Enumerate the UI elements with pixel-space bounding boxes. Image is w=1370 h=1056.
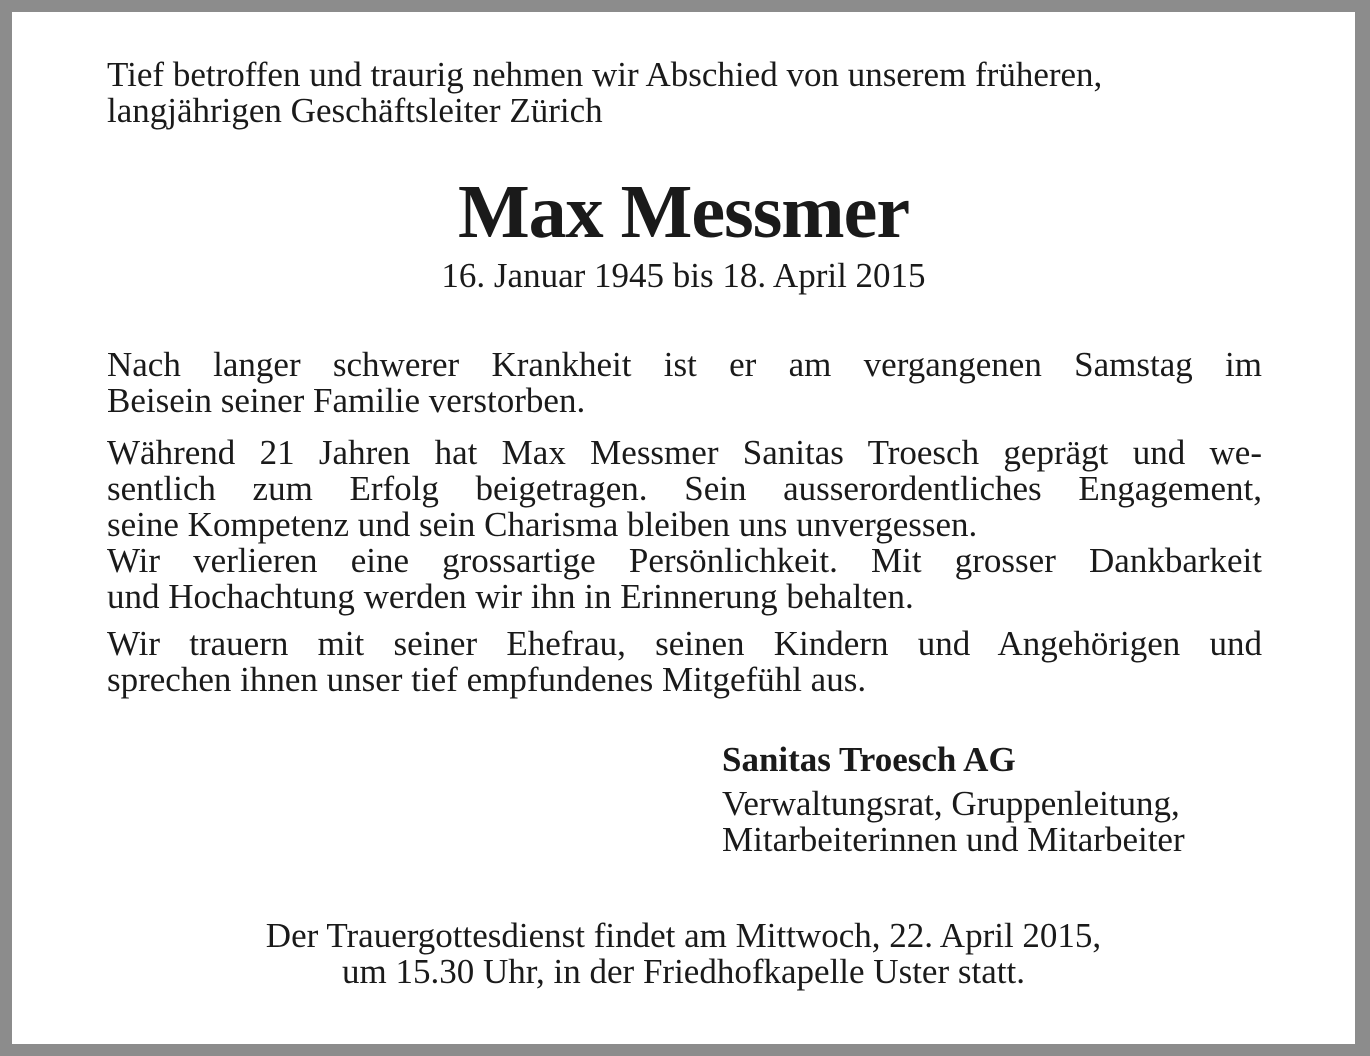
life-dates: 16. Januar 1945 bis 18. April 2015 (441, 256, 926, 295)
signers (722, 786, 1185, 858)
funeral-service-info (12, 918, 1355, 990)
paragraph-line: sentlich zum Erfolg beigetragen. Sein ausserordentliches Engagement, (107, 469, 1262, 508)
signers-line: Mitarbeiterinnen und Mitarbeiter (722, 820, 1185, 859)
deceased-name: Max Messmer (457, 170, 910, 254)
signers-line: Verwaltungsrat, Gruppenleitung, (722, 784, 1180, 823)
paragraph-line: Beisein seiner Familie verstorben. (107, 381, 586, 420)
paragraph-line: sprechen ihnen unser tief empfundenes Mitgefühl aus. (107, 660, 867, 699)
paragraph-line: Nach langer schwerer Krankheit ist er am vergangenen Samstag im (107, 345, 1262, 384)
paragraph-condolence (107, 626, 1262, 698)
paragraph-line: Während 21 Jahren hat Max Messmer Sanitas Troesch geprägt und we- (107, 433, 1262, 472)
service-line: um 15.30 Uhr, in der Friedhofkapelle Uster statt. (342, 952, 1025, 991)
intro-line: langjährigen Geschäftsleiter Zürich (107, 91, 603, 130)
paragraph-line: und Hochachtung werden wir ihn in Erinnerung behalten. (107, 577, 914, 616)
service-line: Der Trauergottesdienst findet am Mittwoch, 22. April 2015, (265, 916, 1102, 955)
paragraph-line: seine Kompetenz und sein Charisma bleiben uns unvergessen. (107, 505, 978, 544)
paragraph-line: Wir verlieren eine grossartige Persönlichkeit. Mit grosser Dankbarkeit (107, 541, 1262, 580)
company-name: Sanitas Troesch AG (722, 740, 1016, 779)
intro-line: Tief betroffen und traurig nehmen wir Abschied von unserem früheren, (107, 55, 1103, 94)
paragraph-passing (107, 347, 1262, 419)
obituary-notice (12, 12, 1355, 1044)
paragraph-tribute (107, 435, 1262, 615)
intro-text (107, 57, 1267, 129)
paragraph-line: Wir trauern mit seiner Ehefrau, seinen Kindern und Angehörigen und (107, 624, 1262, 663)
